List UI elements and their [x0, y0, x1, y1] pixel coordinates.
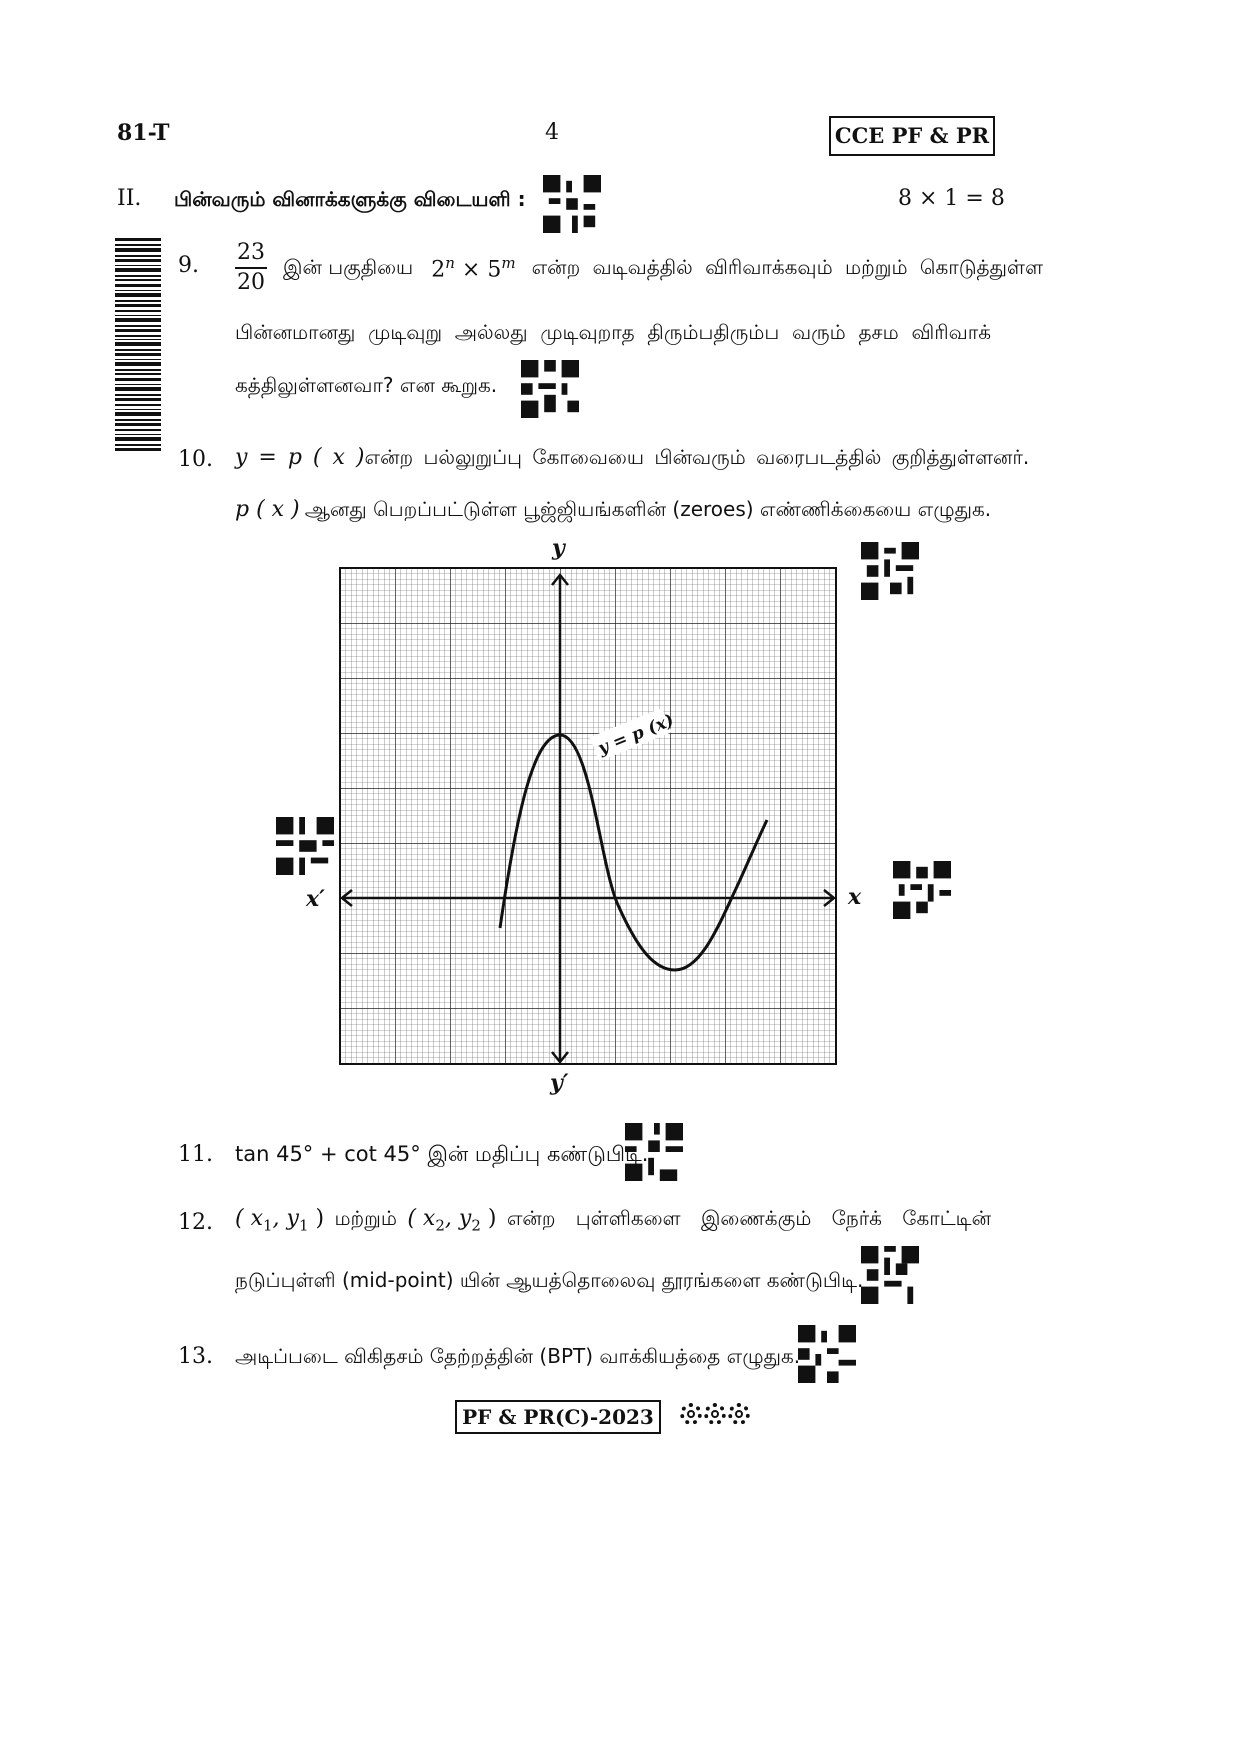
- question-10-number: 10.: [178, 447, 213, 472]
- point-1: ( $x_1$, $y_1$ ): [235, 1206, 325, 1235]
- footer-code-box: PF & PR(C)-2023: [455, 1400, 661, 1434]
- graph-grid-major: [340, 568, 836, 1064]
- subject-box: CCE PF & PR: [829, 116, 995, 156]
- polynomial-graph: [300, 535, 880, 1100]
- question-10-line1: y = p ( x ) என்ற பல்லுறுப்பு கோவையை பின்வரும் வரைபடத்தில் குறித்துள்ளனர்.: [235, 445, 1030, 470]
- footer-ornaments: [678, 1403, 750, 1425]
- section-marks: 8 × 1 = 8: [898, 186, 1005, 211]
- flower-ornament-icon: [680, 1403, 702, 1425]
- qr-code-icon: [893, 861, 951, 919]
- point-2: ( $x_2$, $y_2$ ): [407, 1206, 497, 1235]
- qr-code-icon: [543, 175, 601, 233]
- curve-label-text: y = p (x): [595, 710, 677, 759]
- qr-code-icon: [861, 1246, 919, 1304]
- section-instruction: பின்வரும் வினாக்களுக்கு விடையளி :: [174, 187, 526, 211]
- y-neg-axis-label: y′: [550, 1070, 569, 1096]
- y-axis-label: y: [552, 535, 565, 561]
- question-13-text: அடிப்படை விகிதசம் தேற்றத்தின் (BPT) வாக்கியத்தை எழுதுக.: [235, 1344, 801, 1368]
- barcode-icon: [115, 238, 161, 453]
- question-12-line2: நடுப்புள்ளி (mid-point) யின் ஆயத்தொலைவு தூரங்களை கண்டுபிடி.: [235, 1268, 864, 1292]
- question-13-number: 13.: [178, 1344, 213, 1369]
- paper-code: 81-T: [117, 120, 170, 146]
- question-12-line1: ( $x_1$, $y_1$ ) மற்றும் ( $x_2$, $y_2$ ) என்ற புள்ளிகளை இணைக்கும் நேர்க் கோட்டின்: [235, 1206, 991, 1235]
- flower-ornament-icon: [728, 1403, 750, 1425]
- question-9-line1: $\frac{23}{20}$ இன் பகுதியை 2$^n$ × 5$^m$ என்ற வடிவத்தில் விரிவாக்கவும் மற்றும் கொடுத்துள்ள: [237, 240, 1044, 295]
- question-9-line3: கத்திலுள்ளனவா? என கூறுக.: [235, 373, 498, 397]
- fraction: $\frac{23}{20}$: [237, 240, 265, 295]
- x-neg-axis-label: x′: [306, 886, 325, 912]
- page-number: 4: [545, 120, 559, 145]
- question-11-text: tan 45° + cot 45° இன் மதிப்பு கண்டுபிடி.: [235, 1142, 649, 1166]
- qr-code-icon: [798, 1325, 856, 1383]
- question-9-line2: பின்னமானது முடிவுறு அல்லது முடிவுறாத திரும்பதிரும்ப வரும் தசம விரிவாக்: [235, 320, 991, 344]
- question-10-line2: p ( x ) ஆனது பெறப்பட்டுள்ள பூஜ்ஜியங்களின் (zeroes) எண்ணிக்கையை எழுதுக.: [235, 497, 992, 522]
- question-11-number: 11.: [178, 1142, 213, 1167]
- question-12-number: 12.: [178, 1210, 213, 1235]
- section-roman: II.: [117, 186, 142, 211]
- power-expression: 2$^n$ × 5$^m$: [431, 253, 516, 283]
- x-axis-label: x: [848, 884, 862, 910]
- qr-code-icon: [521, 360, 579, 418]
- question-9-number: 9.: [178, 253, 199, 278]
- flower-ornament-icon: [704, 1403, 726, 1425]
